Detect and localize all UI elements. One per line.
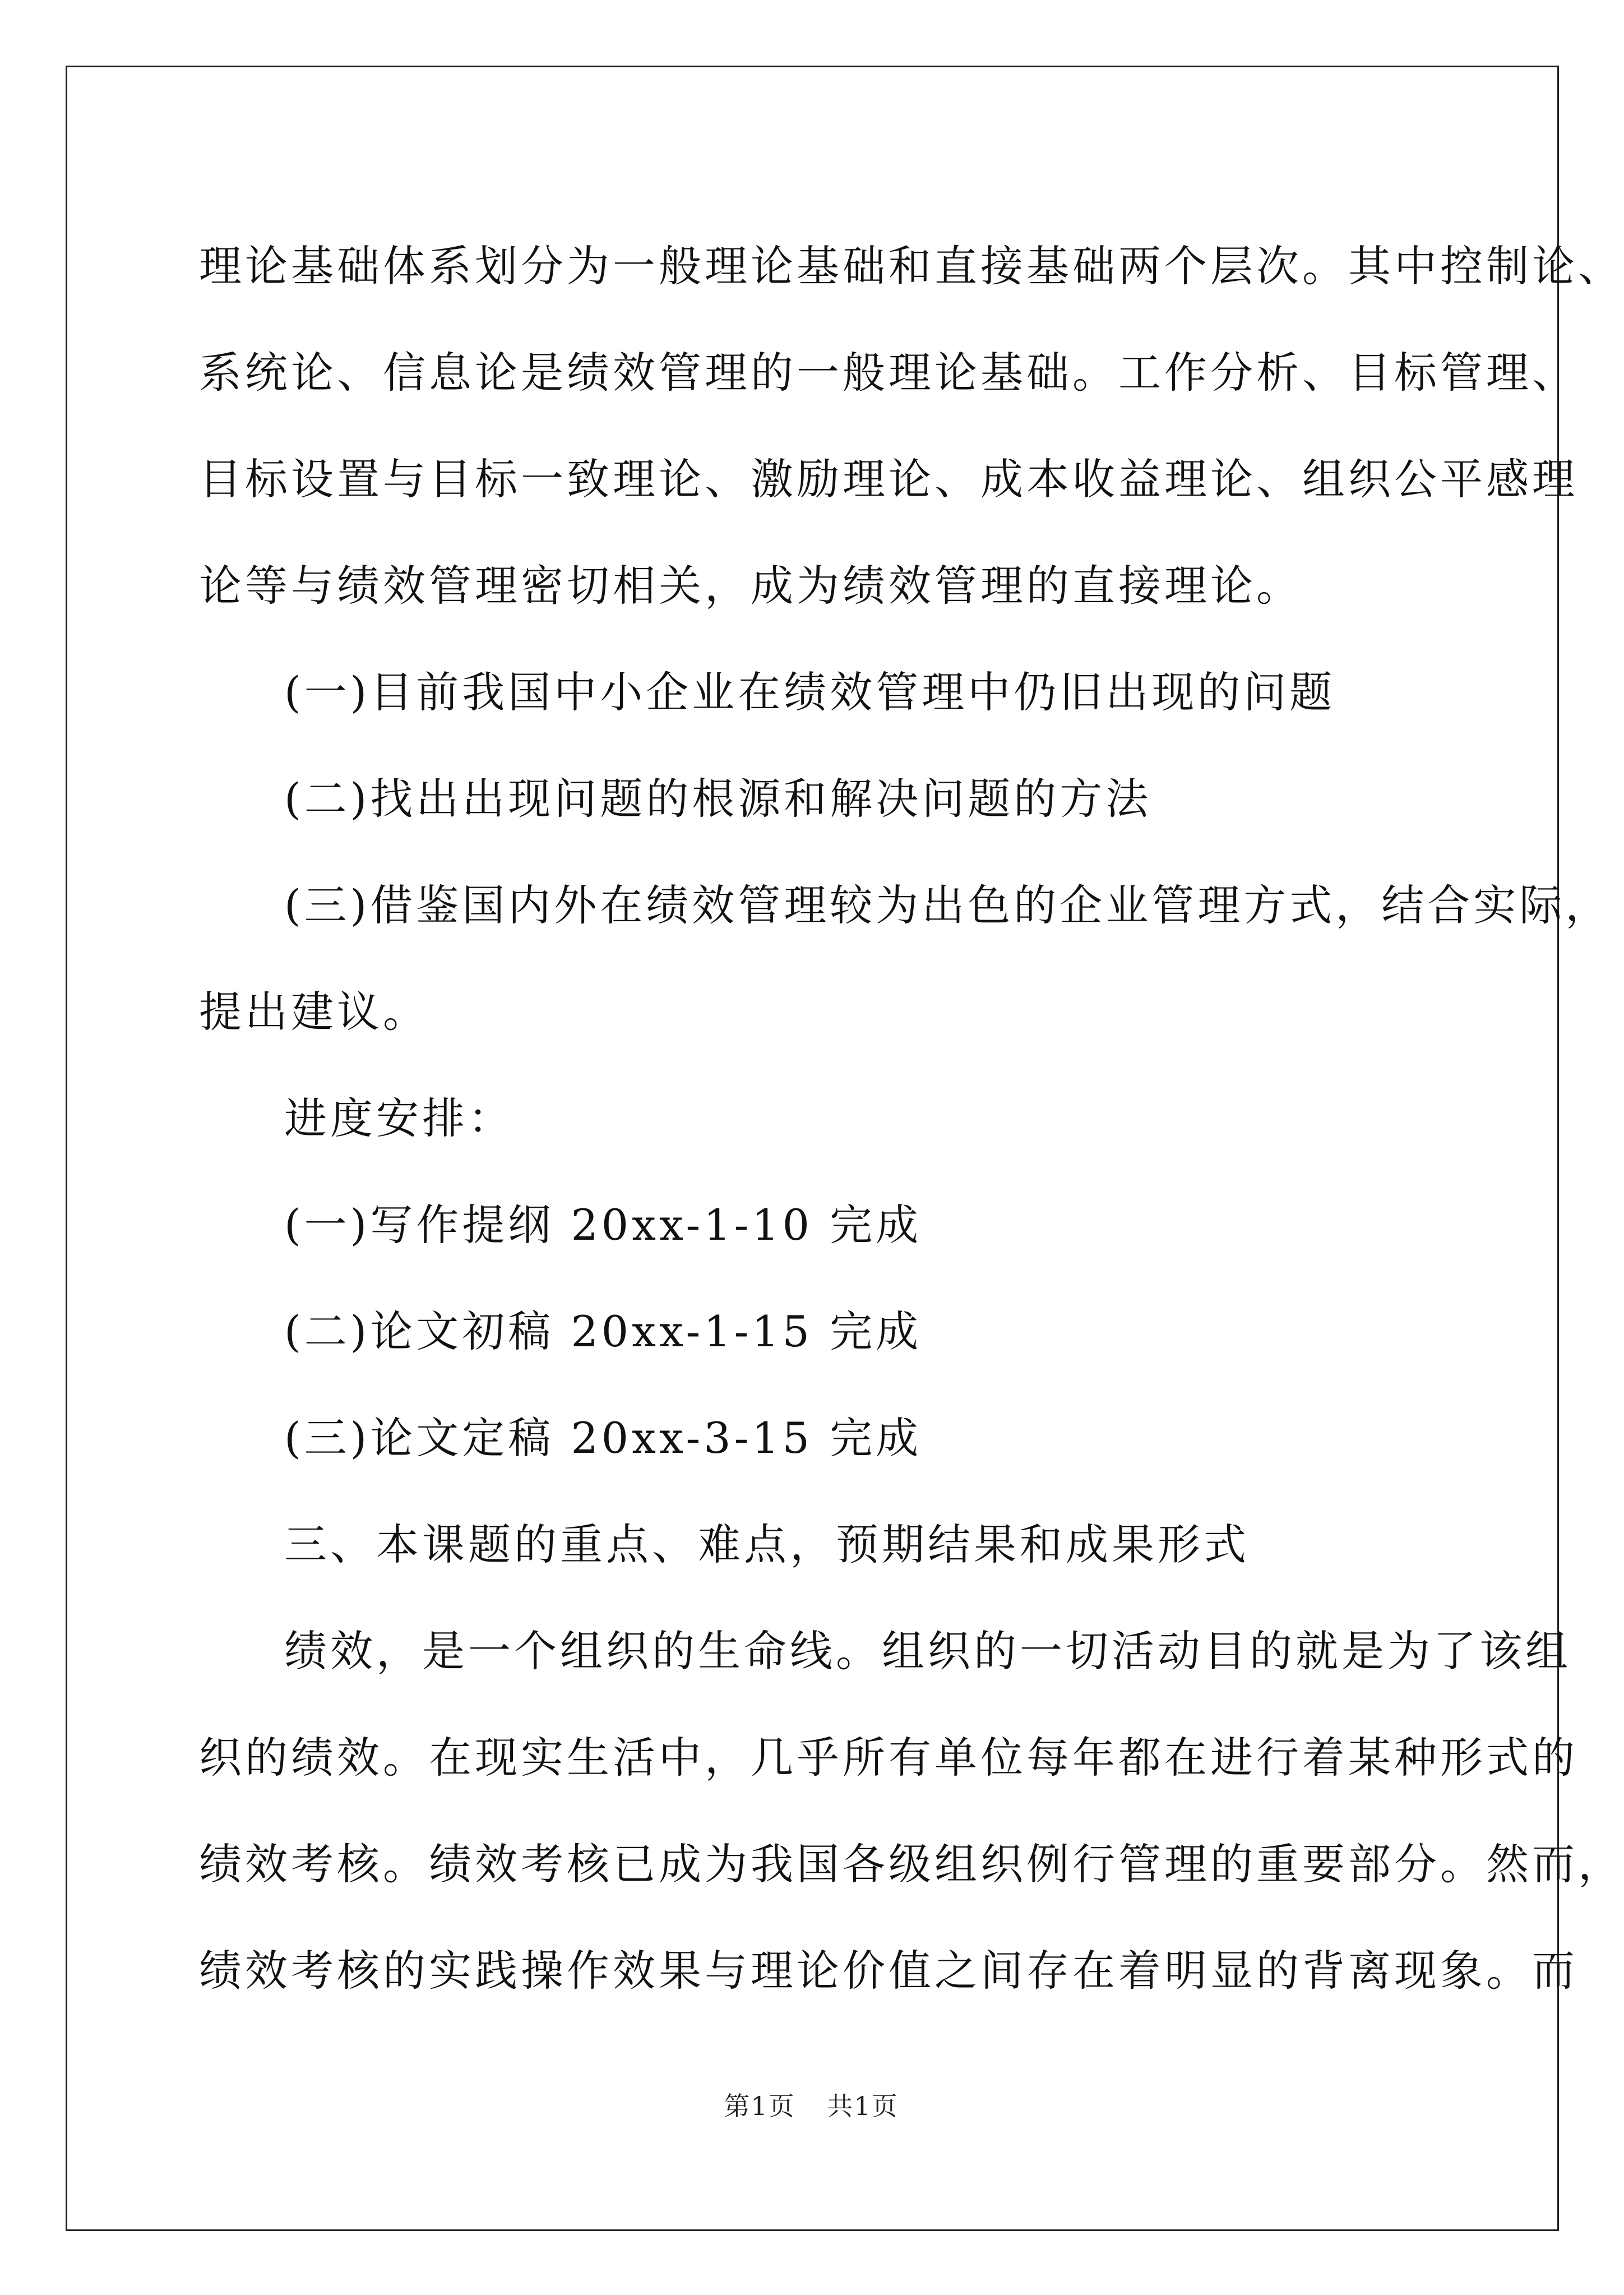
schedule-item: (二)论文初稿 20xx-1-15 完成 (284, 1306, 922, 1356)
section-heading: 进度安排： (284, 1093, 514, 1143)
list-item: (三)借鉴国内外在绩效管理较为出色的企业管理方式，结合实际， (284, 880, 1612, 930)
paragraph-line: 目标设置与目标一致理论、激励理论、成本收益理论、组织公平感理 (199, 454, 1578, 504)
schedule-item: (一)写作提纲 20xx-1-10 完成 (284, 1200, 922, 1250)
paragraph-line: 系统论、信息论是绩效管理的一般理论基础。工作分析、目标管理、 (199, 348, 1578, 398)
paragraph-line: 绩效，是一个组织的生命线。组织的一切活动目的就是为了该组 (284, 1626, 1571, 1676)
document-body (199, 213, 1624, 2024)
page-footer (0, 2086, 1622, 2123)
page-number: 第1页 (724, 2091, 795, 2121)
section-heading: 三、本课题的重点、难点，预期结果和成果形式 (284, 1520, 1250, 1569)
schedule-item: (三)论文定稿 20xx-3-15 完成 (284, 1413, 922, 1463)
paragraph-line: 理论基础体系划分为一般理论基础和直接基础两个层次。其中控制论、 (199, 241, 1624, 291)
paragraph-line: 织的绩效。在现实生活中，几乎所有单位每年都在进行着某种形式的 (199, 1733, 1578, 1783)
paragraph-line: 论等与绩效管理密切相关，成为绩效管理的直接理论。 (199, 561, 1302, 611)
paragraph-line: 提出建议。 (199, 987, 429, 1037)
list-item: (二)找出出现问题的根源和解决问题的方法 (284, 774, 1152, 824)
page-total: 共1页 (827, 2091, 899, 2121)
list-item: (一)目前我国中小企业在绩效管理中仍旧出现的问题 (284, 667, 1336, 717)
paragraph-line: 绩效考核的实践操作效果与理论价值之间存在着明显的背离现象。而 (199, 1946, 1578, 1996)
paragraph-line: 绩效考核。绩效考核已成为我国各级组织例行管理的重要部分。然而， (199, 1839, 1624, 1889)
